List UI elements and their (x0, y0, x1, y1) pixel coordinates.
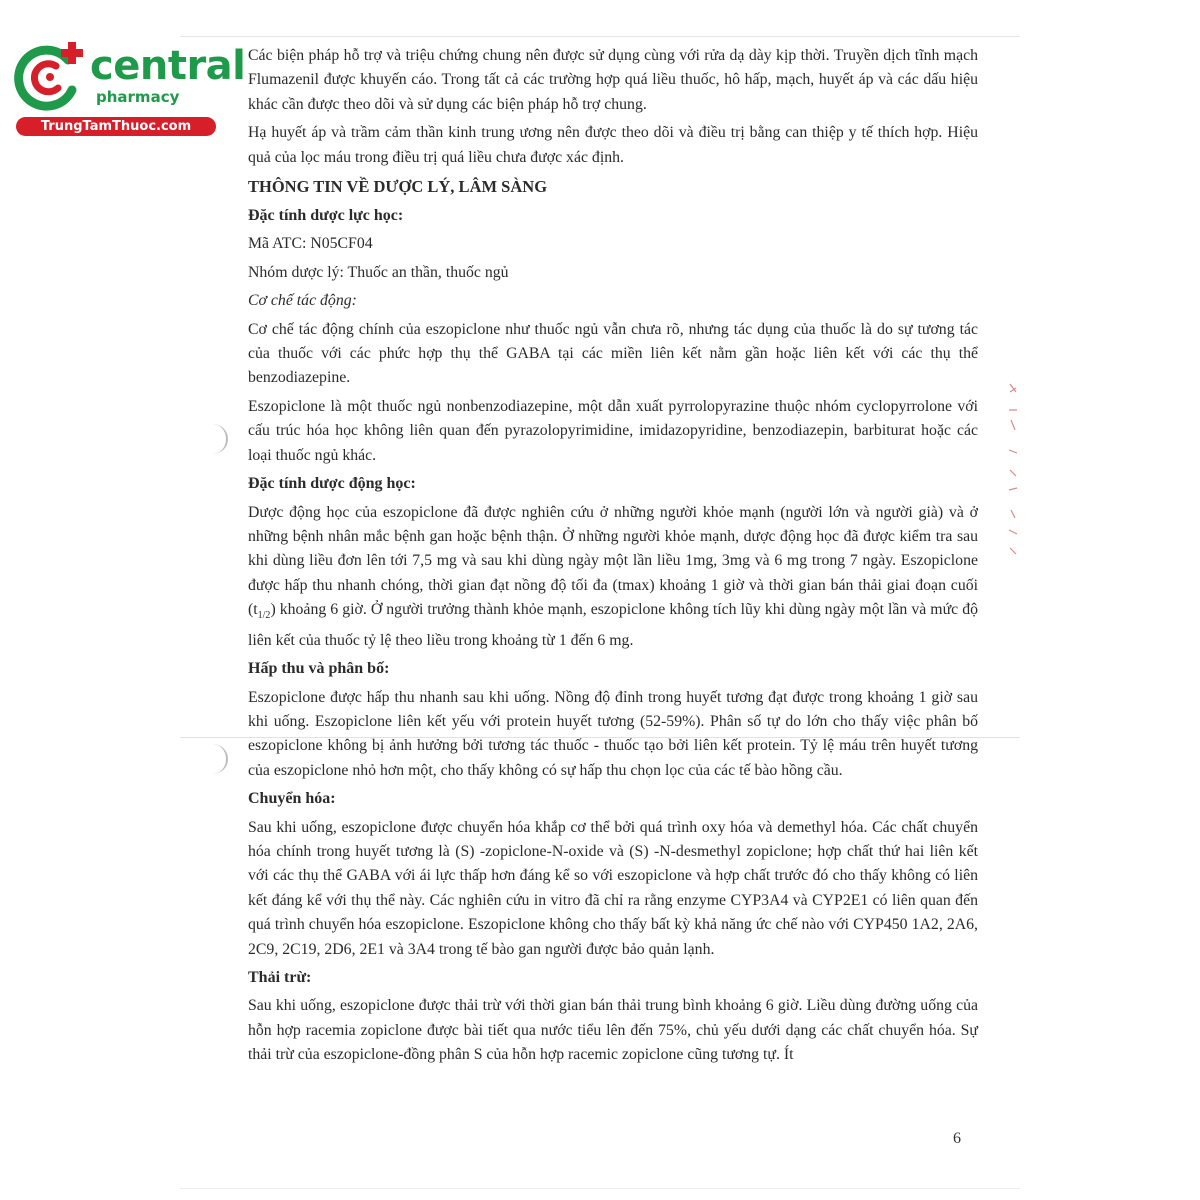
brand-subtitle: pharmacy (96, 88, 180, 106)
classification-paragraph: Eszopiclone là một thuốc ngủ nonbenzodiazepine, một dẫn xuất pyrrolopyrazine thuộc nhóm cyclopyrrolone với cấu trúc hóa học không liên quan đến pyrazolopyrimidine, imidazopyridine, benzodiazepin, barbiturat hoặc các loại thuốc ngủ khác. (248, 397, 978, 464)
page-number: 6 (953, 1130, 961, 1147)
scan-edge-top (180, 36, 1020, 37)
absorption-heading: Hấp thu và phân bố: (248, 660, 390, 678)
pharmacodynamics-heading: Đặc tính dược lực học: (248, 207, 404, 225)
mechanism-label: Cơ chế tác động: (248, 292, 357, 310)
website-badge[interactable]: TrungTamThuoc.com (16, 117, 216, 136)
punch-hole-mark (206, 424, 228, 454)
pharmacokinetics-text-b: ) khoảng 6 giờ. Ở người trưởng thành khỏe mạnh, eszopiclone không tích lũy khi dùng ngày một lần và mức độ liên kết của thuốc tỷ lệ theo liều trong khoảng từ 1 đến 6 mg. (248, 601, 978, 649)
hypotension-paragraph: Hạ huyết áp và trầm cảm thần kinh trung ương nên được theo dõi và điều trị bằng can thiệp y tế thích hợp. Hiệu quả của lọc máu trong điều trị quá liều chưa được xác định. (248, 124, 978, 166)
pharmacological-group: Nhóm dược lý: Thuốc an thần, thuốc ngủ (248, 263, 509, 281)
elimination-heading: Thải trừ: (248, 968, 312, 986)
central-pharmacy-logo[interactable] (8, 36, 246, 136)
metabolism-heading: Chuyển hóa: (248, 790, 336, 808)
section-title: THÔNG TIN VỀ DƯỢC LÝ, LÂM SÀNG (248, 177, 548, 197)
punch-hole-mark (206, 744, 228, 774)
overdose-support-paragraph: Các biện pháp hỗ trợ và triệu chứng chung nên được sử dụng cùng với rửa dạ dày kịp thời. Truyền dịch tĩnh mạch Flumazenil được khuyến cáo. Trong tất cả các trường hợp quá liều thuốc, hô hấp, mạch, huyết áp và các dấu hiệu khác cần được theo dõi và sử dụng các biện pháp hỗ trợ chung. (248, 47, 978, 113)
stamp-mark-icon (1006, 380, 1020, 560)
pharmacokinetics-text-a: Dược động học của eszopiclone đã được nghiên cứu ở những người khỏe mạnh (người lớn và người già) và ở những bệnh nhân mắc bệnh gan hoặc bệnh thận. Ở những người khỏe mạnh, dược động học đã được kiểm tra sau khi dùng liều đơn lên tới 7,5 mg và sau khi dùng ngày một lần liều 1mg, 3mg và 6 mg trong 7 ngày. Eszopiclone được hấp thu nhanh chóng, thời gian đạt nồng độ tối đa (tmax) khoảng 1 giờ và thời gian bán thải giai đoạn cuối (t (248, 503, 978, 619)
atc-code: Mã ATC: N05CF04 (248, 235, 373, 253)
mechanism-paragraph: Cơ chế tác động chính của eszopiclone như thuốc ngủ vẫn chưa rõ, nhưng tác dụng của thuốc là do sự tương tác của thuốc với các phức hợp thụ thể GABA tại các miền liên kết nằm gần hoặc liên kết với các thụ thể benzodiazepine. (248, 320, 978, 387)
pharmacokinetics-paragraph (248, 501, 978, 654)
elimination-paragraph: Sau khi uống, eszopiclone được thải trừ với thời gian bán thải trung bình khoảng 6 giờ. Liều dùng đường uống của hỗn hợp racemia zopiclone được bài tiết qua nước tiểu lên đến 75%, chủ yếu dưới dạng các chất chuyển hóa. Sự thải trừ của eszopiclone-đồng phân S của hỗn hợp racemic zopiclone cũng tương tự. Ít (248, 997, 978, 1064)
absorption-paragraph: Eszopiclone được hấp thu nhanh sau khi uống. Nồng độ đỉnh trong huyết tương đạt được trong khoảng 1 giờ sau khi uống. Eszopiclone liên kết yếu với protein huyết tương (52-59%). Phân số tự do lớn cho thấy việc phân bố eszopiclone không bị ảnh hưởng bởi tương tác thuốc - thuốc tạo bởi liên kết protein. Tỷ lệ máu trên huyết tương của eszopiclone nhỏ hơn một, cho thấy không có sự hấp thu chọn lọc của các tế bào hồng cầu. (248, 688, 978, 779)
scan-edge-bottom (180, 1188, 1020, 1189)
brand-name: central (90, 43, 246, 89)
pharmacokinetics-heading: Đặc tính dược động học: (248, 475, 416, 493)
half-life-subscript: 1/2 (257, 610, 271, 622)
metabolism-paragraph: Sau khi uống, eszopiclone được chuyển hóa khắp cơ thể bởi quá trình oxy hóa và demethyl hóa. Các chất chuyển hóa chính trong huyết tương là (S) -zopiclone-N-oxide và (S) -N-desmethyl zopiclone; hợp chất thứ hai liên kết với các thụ thể GABA với ái lực thấp hơn đáng kể so với eszopiclone và hợp chất trước đó cho thấy không có liên kết đáng kể với thụ thể này. Các nghiên cứu in vitro đã chỉ ra rằng enzyme CYP3A4 và CYP2E1 có liên quan đến quá trình chuyển hóa eszopiclone. Eszopiclone không cho thấy bất kỳ khả năng ức chế nào với CYP450 1A2, 2A6, 2C9, 2C19, 2D6, 2E1 và 3A4 trong tế bào gan người được bảo quản lạnh. (248, 818, 978, 958)
document-page (248, 44, 978, 1072)
pharmacy-logo-icon (12, 38, 92, 118)
